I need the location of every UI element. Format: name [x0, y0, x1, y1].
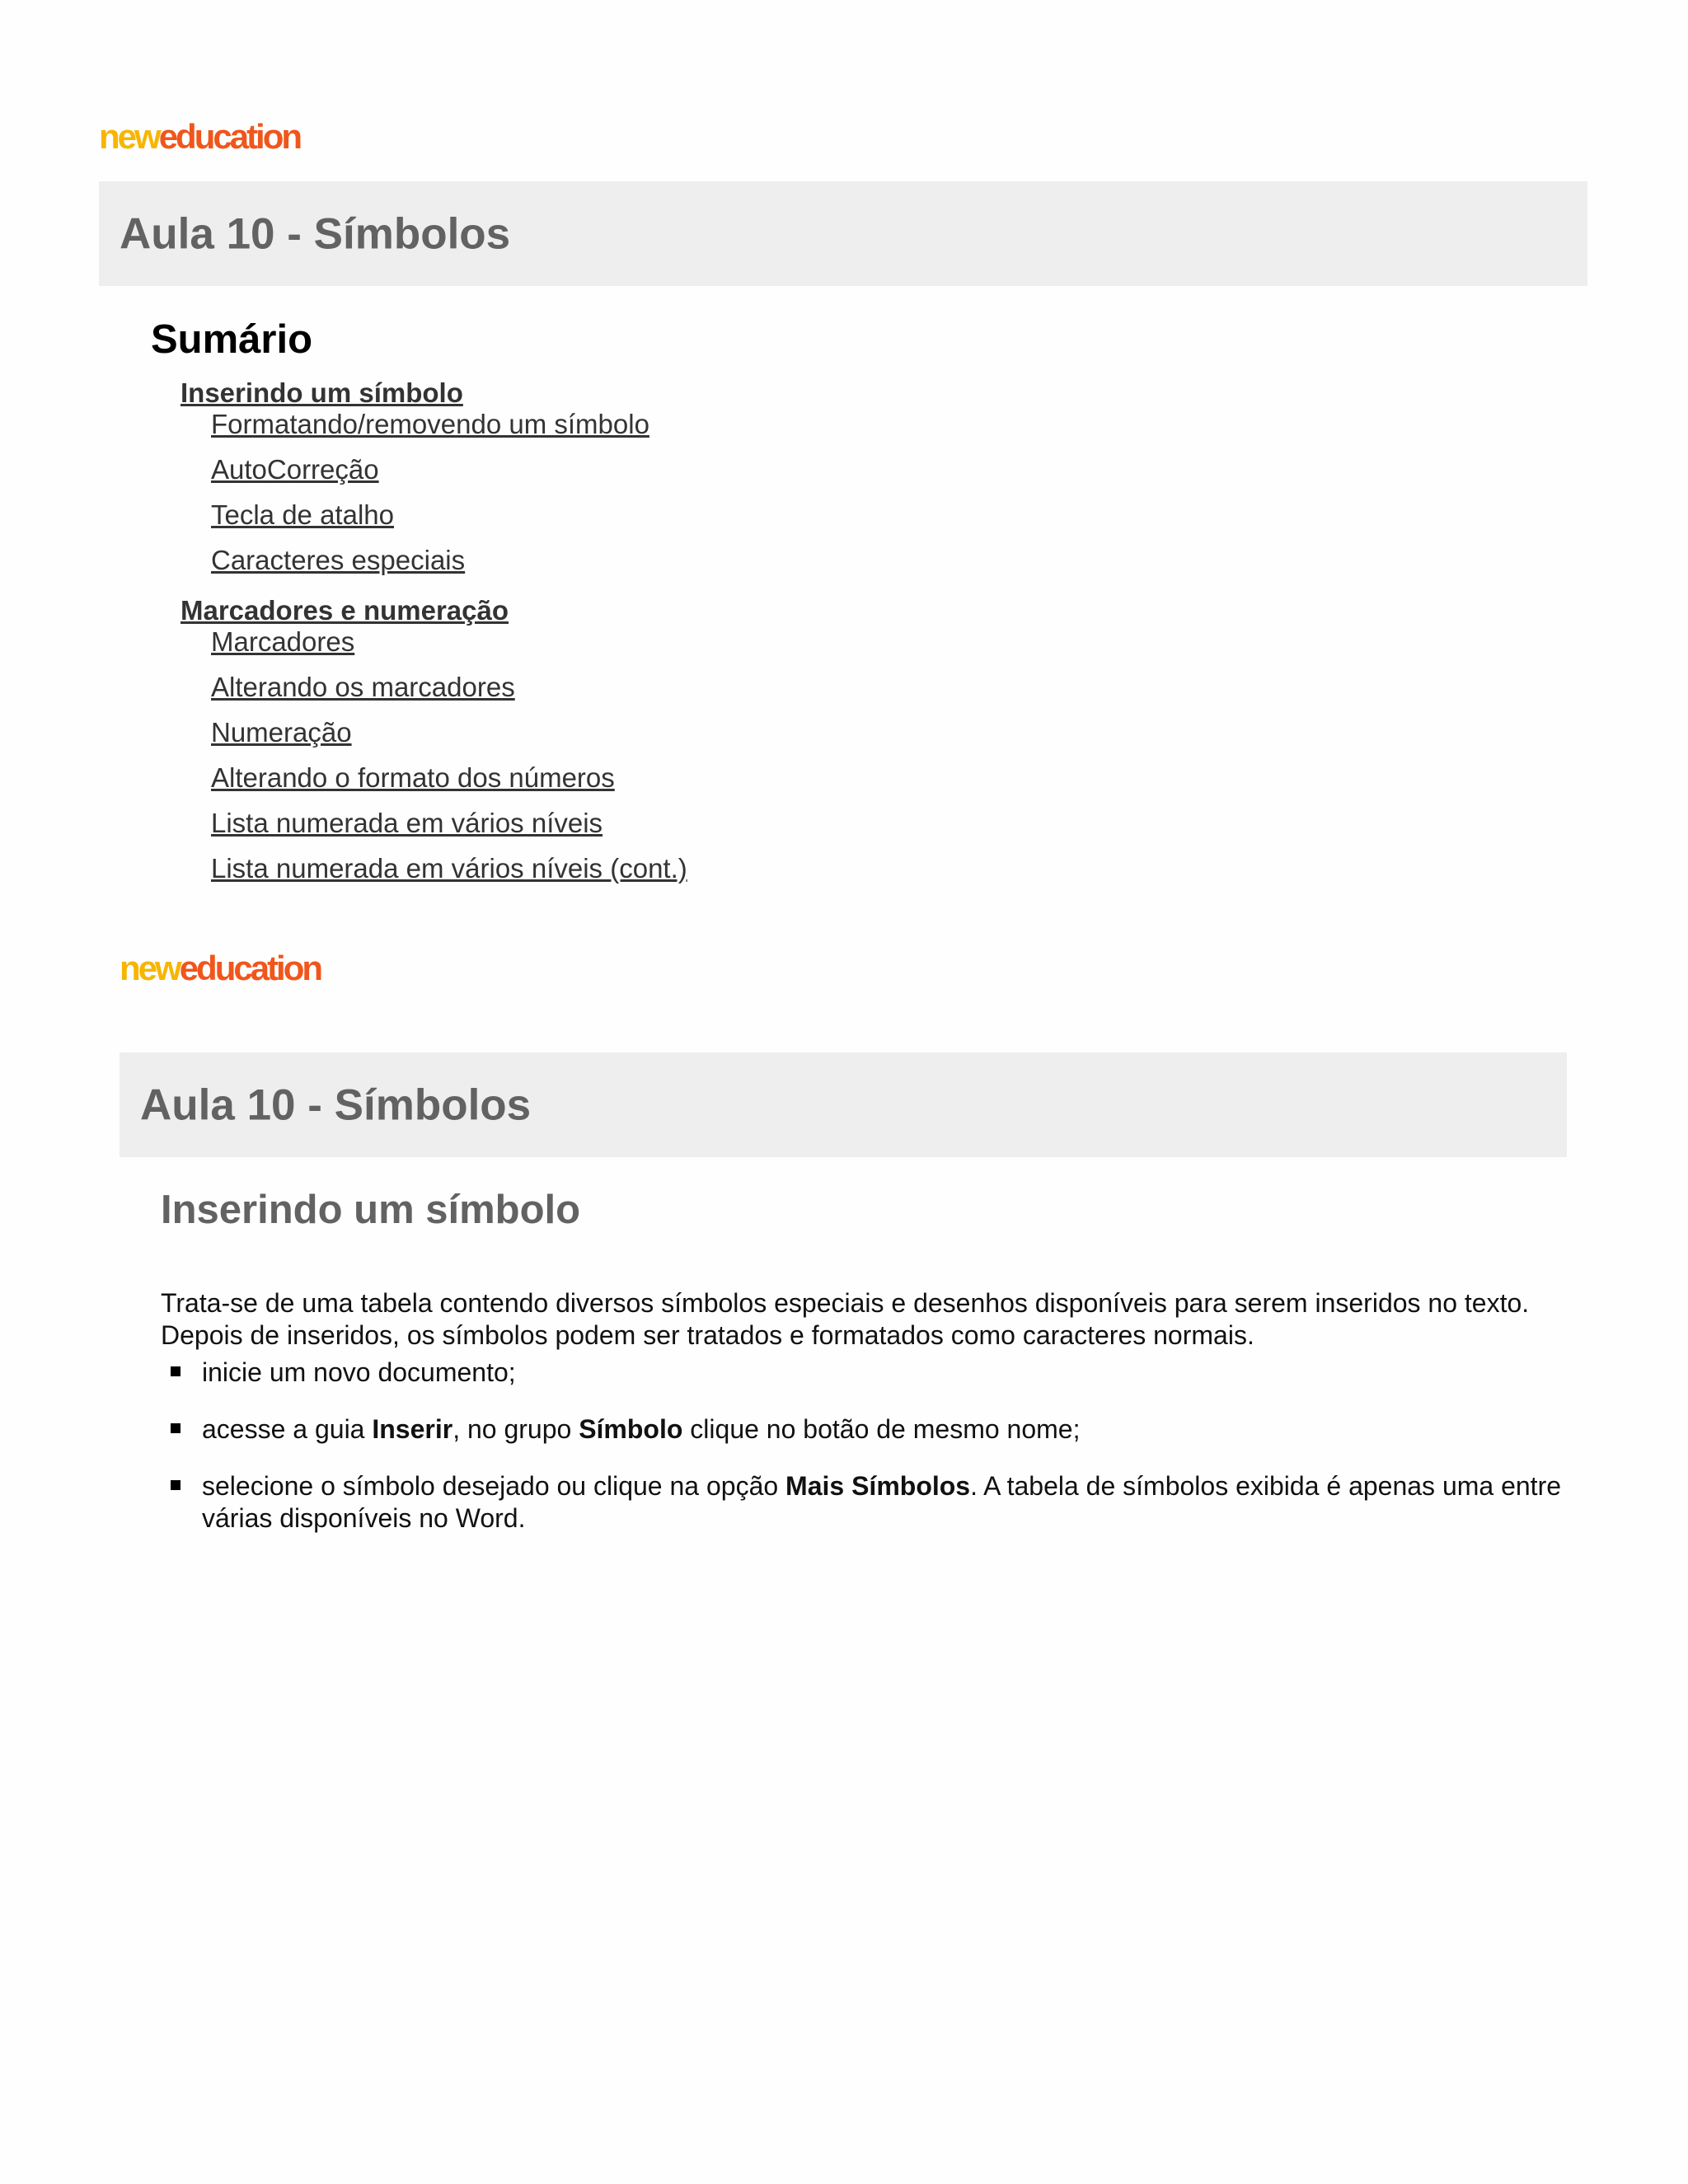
toc-link[interactable]: Alterando o formato dos números: [211, 762, 615, 793]
toc-sublist: [181, 409, 1170, 590]
toc-link[interactable]: Lista numerada em vários níveis (cont.): [211, 853, 687, 883]
list-item: selecione o símbolo desejado ou clique na opção Mais Símbolos. A tabela de símbolos exibida é apenas uma entre várias disponíveis no Word.: [161, 1470, 1562, 1535]
section-title: Inserindo um símbolo: [161, 1188, 581, 1232]
toc-item: [211, 762, 1170, 808]
toc-link[interactable]: Tecla de atalho: [211, 499, 394, 530]
page-title: Aula 10 - Símbolos: [120, 209, 511, 258]
table-of-contents: [181, 377, 1170, 903]
toc-link[interactable]: Alterando os marcadores: [211, 672, 515, 702]
toc-link[interactable]: Numeração: [211, 717, 352, 748]
page-title: Aula 10 - Símbolos: [140, 1080, 532, 1129]
page-header-bar: [120, 1052, 1567, 1157]
instruction-list: [161, 1357, 1562, 1559]
page-header-bar: [99, 181, 1587, 286]
toc-link[interactable]: Formatando/removendo um símbolo: [211, 409, 649, 439]
body-paragraph: Trata-se de uma tabela contendo diversos símbolos especiais e desenhos disponíveis para serem inseridos no texto. Depois de inseridos, os símbolos podem ser tratados e formatados como caracteres normais.: [161, 1288, 1530, 1350]
toc-link[interactable]: Caracteres especiais: [211, 545, 466, 575]
toc-link-marcadores[interactable]: Marcadores e numeração: [181, 595, 509, 626]
toc-section: [181, 377, 1170, 590]
list-item: inicie um novo documento;: [161, 1357, 1562, 1389]
brand-logo: neweducation: [120, 949, 321, 987]
toc-link[interactable]: Lista numerada em vários níveis: [211, 808, 603, 838]
bullet-square-icon: [171, 1366, 181, 1376]
toc-sublist: [181, 626, 1170, 898]
toc-item: [211, 626, 1170, 672]
toc-item: [211, 499, 1170, 545]
toc-section: [181, 595, 1170, 898]
bullet-square-icon: [171, 1423, 181, 1433]
toc-item: [211, 409, 1170, 454]
toc-item: [211, 545, 1170, 590]
toc-item: [211, 454, 1170, 499]
toc-link-inserindo[interactable]: Inserindo um símbolo: [181, 377, 463, 408]
toc-title: Sumário: [151, 317, 313, 362]
toc-link[interactable]: AutoCorreção: [211, 454, 379, 485]
toc-link[interactable]: Marcadores: [211, 626, 355, 657]
toc-item: [211, 853, 1170, 898]
brand-logo: neweducation: [99, 117, 301, 156]
toc-item: [211, 672, 1170, 717]
bullet-square-icon: [171, 1480, 181, 1490]
list-item: acesse a guia Inserir, no grupo Símbolo clique no botão de mesmo nome;: [161, 1413, 1562, 1446]
toc-item: [211, 808, 1170, 853]
toc-item: [211, 717, 1170, 762]
